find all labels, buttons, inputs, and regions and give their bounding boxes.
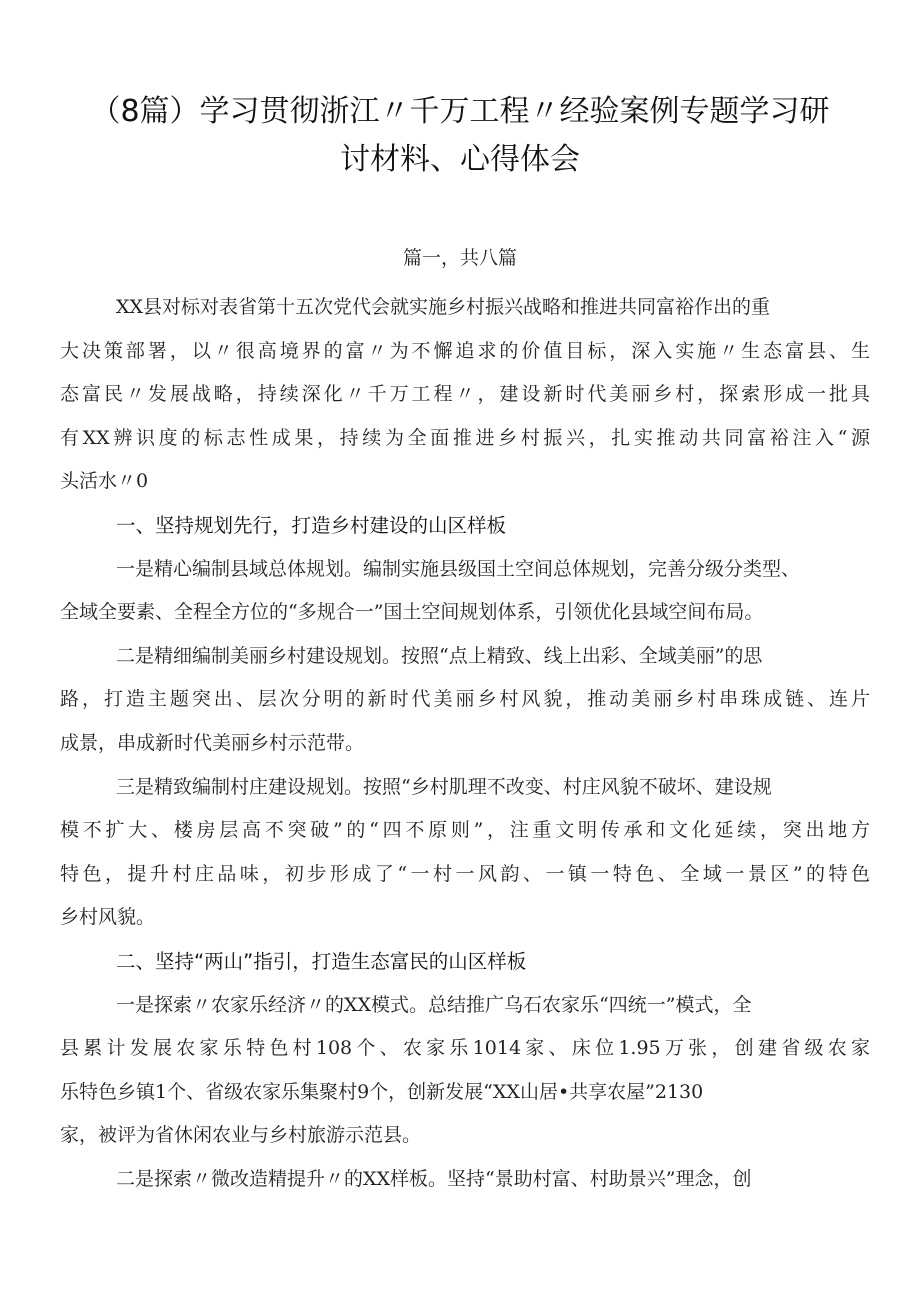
paragraph-line: 一是探索〃农家乐经济〃的XX模式。总结推广乌石农家乐“四统一”模式，全 (116, 993, 752, 1016)
paragraph-line: 二是探索〃微改造精提升〃的XX样板。坚持“景助村富、村助景兴”理念，创 (116, 1167, 752, 1190)
title-line: （8篇）学习贯彻浙江〃千万工程〃经验案例专题学习研 (90, 94, 830, 129)
section-heading: 一、坚持规划先行，打造乡村建设的山区样板 (116, 513, 507, 537)
paragraph-line: 路，打造主题突出、层次分明的新时代美丽乡村风貌，推动美丽乡村串珠成链、连片 (60, 688, 870, 711)
paragraph-line: 头活水〃0 (60, 470, 149, 493)
paragraph-line: 乐特色乡镇1个、省级农家乐集聚村9个，创新发展“XX山居•共享农屋”2130 (60, 1080, 704, 1103)
document-body (60, 286, 870, 1201)
section-heading: 二、坚持“两山”指引，打造生态富民的山区样板 (116, 949, 527, 973)
paragraph-line: 乡村风貌。 (60, 906, 156, 929)
paragraph-line: 模不扩大、楼房层高不突破”的“四不原则”，注重文明传承和文化延续，突出地方 (60, 819, 870, 842)
paragraph-line: 三是精致编制村庄建设规划。按照“乡村肌理不改变、村庄风貌不破坏、建设规 (116, 775, 772, 798)
paragraph-line: 特色，提升村庄品味，初步形成了“一村一风韵、一镇一特色、全域一景区”的特色 (60, 862, 870, 885)
paragraph-line: 全域全要素、全程全方位的“多规合一”国土空间规划体系，引领优化县域空间布局。 (60, 601, 764, 624)
paragraph-line: 大决策部署，以〃很高境界的富〃为不懈追求的价值目标，深入实施〃生态富县、生 (60, 339, 870, 362)
paragraph-line: 家，被评为省休闲农业与乡村旅游示范县。 (60, 1124, 422, 1147)
paragraph-line: 成景，串成新时代美丽乡村示范带。 (60, 731, 365, 754)
paragraph-line: 县累计发展农家乐特色村108个、农家乐1014家、床位1.95万张，创建省级农家 (60, 1037, 870, 1060)
paragraph-line: 态富民〃发展战略，持续深化〃千万工程〃，建设新时代美丽乡村，探索形成一批具 (60, 383, 870, 406)
paragraph-line: 二是精细编制美丽乡村建设规划。按照“点上精致、线上出彩、全域美丽”的思 (116, 644, 763, 667)
title-line: 讨材料、心得体会 (340, 142, 580, 177)
section-subtitle: 篇一，共八篇 (402, 247, 517, 269)
paragraph-line: 一是精心编制县域总体规划。编制实施县级国土空间总体规划，完善分级分类型、 (116, 557, 801, 580)
paragraph-line: XX县对标对表省第十五次党代会就实施乡村振兴战略和推进共同富裕作出的重 (116, 296, 771, 318)
paragraph-line: 有XX辨识度的标志性成果，持续为全面推进乡村振兴，扎实推动共同富裕注入“源 (60, 426, 870, 449)
document-title (60, 88, 860, 184)
